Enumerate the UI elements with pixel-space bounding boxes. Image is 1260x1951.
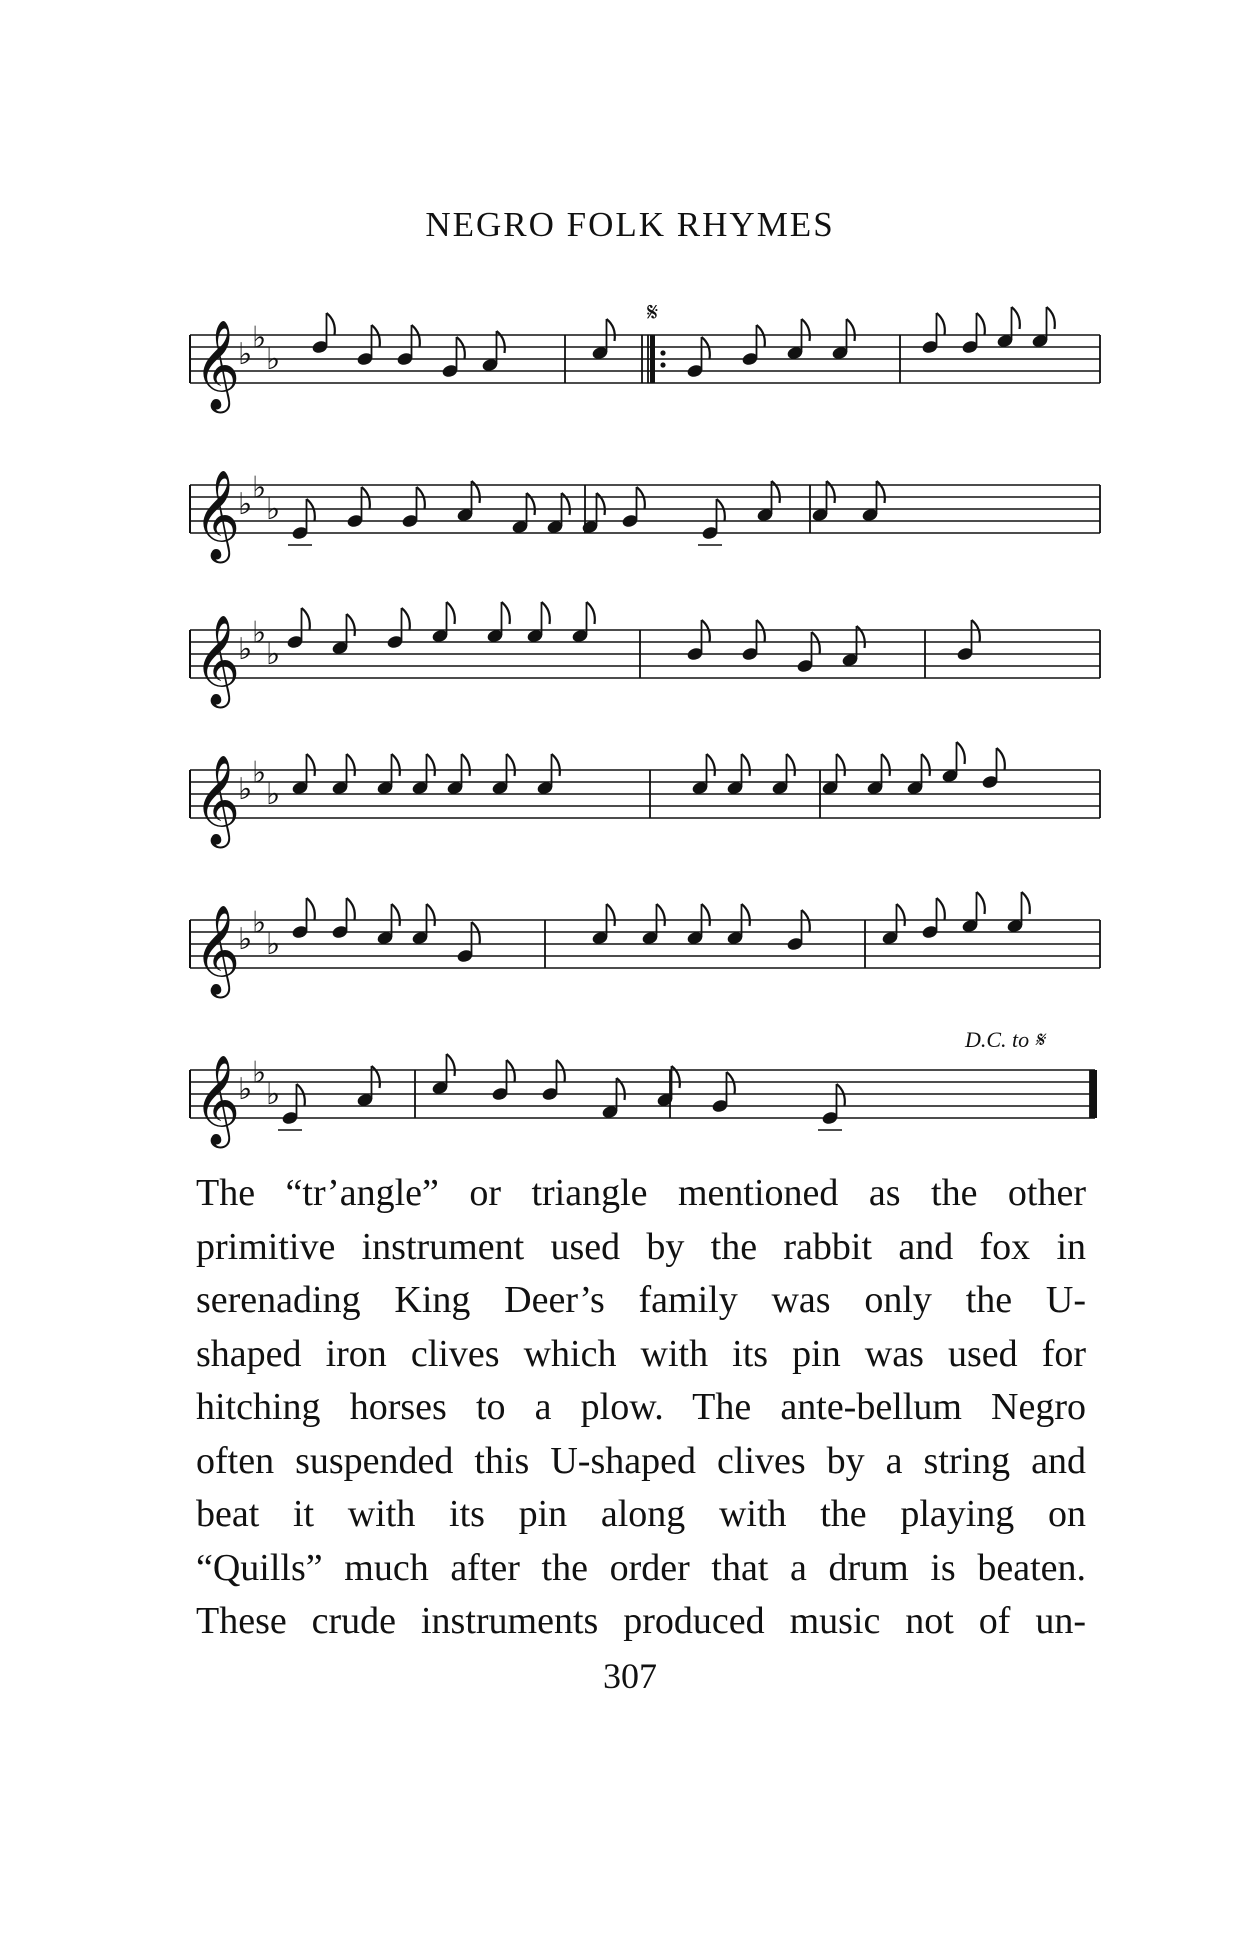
note <box>818 1084 845 1130</box>
note <box>961 313 985 355</box>
flat-icon: ♭ <box>266 637 281 672</box>
flat-icon: ♭ <box>252 755 267 791</box>
note <box>536 754 560 796</box>
repeat-dot <box>660 350 665 355</box>
body-paragraph <box>196 1167 1086 1649</box>
flat-icon: ♭ <box>266 927 281 962</box>
flat-icon: ♭ <box>266 777 281 812</box>
note <box>386 608 410 650</box>
note <box>356 325 380 367</box>
note <box>396 325 420 367</box>
note <box>961 892 985 934</box>
flat-icon: ♭ <box>238 922 253 958</box>
treble-clef-icon: 𝄞 <box>194 755 241 845</box>
note <box>346 487 370 529</box>
note <box>601 1078 625 1120</box>
note <box>831 319 855 361</box>
note <box>411 904 435 946</box>
note <box>491 754 515 796</box>
note <box>481 331 505 373</box>
dc-marking-text: D.C. to <box>965 1027 1030 1052</box>
note <box>686 337 710 379</box>
note <box>756 481 780 523</box>
note <box>286 608 310 650</box>
note <box>278 1084 305 1130</box>
text-line: serenading King Deer’s family was only the U- <box>196 1279 1086 1321</box>
repeat-dot <box>660 362 665 367</box>
text-line: hitching horses to a plow. The ante-bellum Negro <box>196 1386 1086 1428</box>
note <box>441 337 465 379</box>
text-line: often suspended this U-shaped clives by a string and <box>196 1439 1086 1482</box>
text-line: beat it with its pin along with the playing on <box>196 1493 1086 1535</box>
note <box>591 904 615 946</box>
note <box>1006 892 1030 934</box>
flat-icon: ♭ <box>252 905 267 941</box>
note <box>921 313 945 355</box>
note <box>456 481 480 523</box>
note <box>786 910 810 952</box>
flat-icon: ♭ <box>238 1072 253 1108</box>
note <box>411 754 435 796</box>
flat-icon: ♭ <box>238 337 253 373</box>
note <box>811 481 835 523</box>
note <box>941 742 965 784</box>
note <box>956 620 980 662</box>
note <box>446 754 470 796</box>
text-line: primitive instrument used by the rabbit and fox in <box>196 1225 1086 1268</box>
note <box>726 904 750 946</box>
note <box>376 754 400 796</box>
note <box>486 602 510 644</box>
note <box>288 499 315 545</box>
note <box>431 602 455 644</box>
note <box>698 499 725 545</box>
treble-clef-icon: 𝄞 <box>194 320 241 410</box>
flat-icon: ♭ <box>252 320 267 356</box>
note <box>356 1066 380 1108</box>
flat-icon: ♭ <box>252 1055 267 1091</box>
music-staff-2 <box>190 455 1100 575</box>
note <box>921 898 945 940</box>
music-staff-4 <box>190 740 1100 860</box>
note <box>861 481 885 523</box>
dc-marking <box>965 1027 1044 1053</box>
note <box>726 754 750 796</box>
note <box>841 626 865 668</box>
text-line: “Quills” much after the order that a drum is beaten. <box>196 1546 1086 1589</box>
note <box>741 325 765 367</box>
flat-icon: ♭ <box>252 615 267 651</box>
note <box>331 754 355 796</box>
note <box>331 614 355 656</box>
note <box>786 319 810 361</box>
note <box>491 1060 515 1102</box>
note <box>571 602 595 644</box>
note <box>711 1072 735 1114</box>
flat-icon: ♭ <box>238 487 253 523</box>
note <box>981 748 1005 790</box>
note <box>311 313 335 355</box>
text-line: shaped iron clives which with its pin was used for <box>196 1332 1086 1375</box>
note <box>291 898 315 940</box>
segno-icon: 𝄋 <box>1034 1027 1045 1052</box>
text-line: The “tr’angle” or triangle mentioned as the other <box>196 1172 1086 1214</box>
note <box>686 620 710 662</box>
note <box>796 632 820 674</box>
note <box>691 754 715 796</box>
final-barline <box>1090 1070 1097 1118</box>
note <box>906 754 930 796</box>
note <box>741 620 765 662</box>
note <box>821 754 845 796</box>
treble-clef-icon: 𝄞 <box>194 615 241 705</box>
note <box>881 904 905 946</box>
flat-icon: ♭ <box>238 772 253 808</box>
flat-icon: ♭ <box>266 1077 281 1112</box>
music-staff-1 <box>190 298 1100 425</box>
page-number: 307 <box>603 1656 657 1696</box>
repeat-barline <box>650 335 655 383</box>
note <box>771 754 795 796</box>
note <box>686 904 710 946</box>
note <box>621 487 645 529</box>
flat-icon: ♭ <box>238 632 253 668</box>
note <box>291 754 315 796</box>
treble-clef-icon: 𝄞 <box>194 470 241 560</box>
flat-icon: ♭ <box>266 342 281 377</box>
note <box>401 487 425 529</box>
flat-icon: ♭ <box>252 470 267 506</box>
note <box>546 493 570 535</box>
note <box>541 1060 565 1102</box>
segno-icon: 𝄋 <box>647 298 659 328</box>
music-staff-6 <box>190 1040 1100 1160</box>
flat-icon: ♭ <box>266 492 281 527</box>
note <box>1031 307 1055 349</box>
note <box>376 904 400 946</box>
text-line: These crude instruments produced music not of un- <box>196 1600 1086 1642</box>
music-staff-3 <box>190 600 1100 720</box>
page-title: NEGRO FOLK RHYMES <box>425 205 835 244</box>
treble-clef-icon: 𝄞 <box>194 1055 241 1145</box>
music-staff-5 <box>190 890 1100 1010</box>
note <box>526 602 550 644</box>
note <box>431 1054 455 1096</box>
note <box>866 754 890 796</box>
note <box>591 319 615 361</box>
note <box>511 493 535 535</box>
note <box>996 307 1020 349</box>
note <box>641 904 665 946</box>
note <box>656 1066 680 1108</box>
treble-clef-icon: 𝄞 <box>194 905 241 995</box>
note <box>331 898 355 940</box>
note <box>456 922 480 964</box>
